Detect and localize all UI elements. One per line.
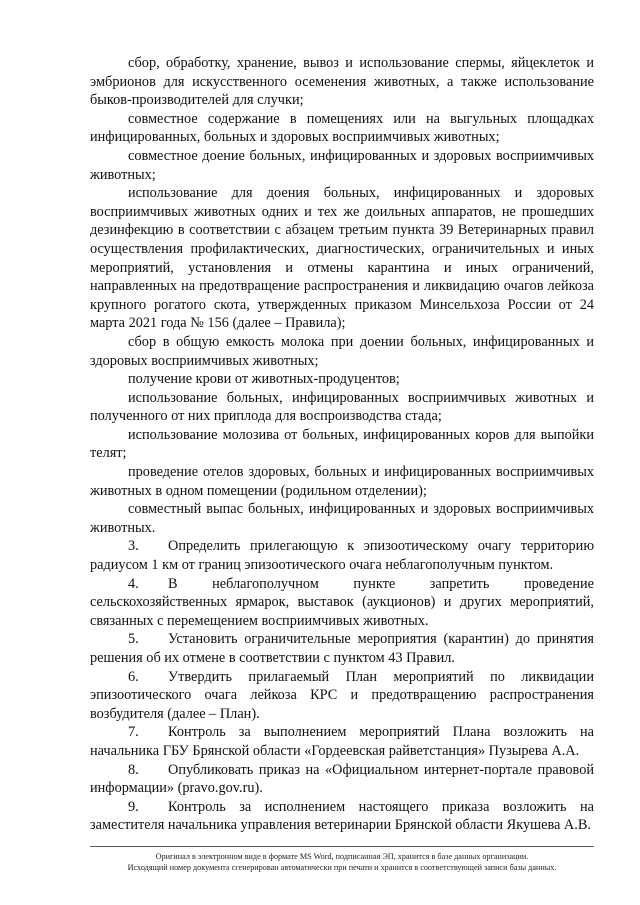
order-item-8 [90, 761, 594, 798]
document-footer [90, 846, 594, 873]
item-text: Определить прилегающую к эпизоотическому очагу территорию радиусом 1 км от границ эпизоотического очага неблагополучным пунктом. [90, 538, 594, 574]
order-item-7 [90, 723, 594, 760]
list-item: сбор, обработку, хранение, вывоз и использование спермы, яйцеклеток и эмбрионов для искусственного осеменения животных, а также использование быков-производителей для случки; [90, 55, 594, 109]
order-item-5 [90, 630, 594, 667]
list-item: использование для доения больных, инфицированных и здоровых восприимчивых животных одних и тех же доильных аппаратов, не прошедших дезинфекцию в соответствии с абзацем третьим пункта 39 Ветеринарных правил осуществления профилактических, диагностических, ограничительных и иных мероприятий, установления и отмены карантина и иных ограничений, направленных на предотвращение распространения и ликвидацию очагов лейкоза крупного рогатого скота, утвержденных приказом Минсельхоза России от 24 марта 2021 года № 156 (далее – Правила); [90, 185, 594, 332]
order-item-3 [90, 537, 594, 574]
item-text: Опубликовать приказ на «Официальном интернет-портале правовой информации» (pravo.gov.ru). [90, 761, 594, 797]
item-text: Утвердить прилагаемый План мероприятий по ликвидации эпизоотического очага лейкоза КРС и предотвращению распространения возбудителя (далее – План). [90, 668, 594, 722]
list-item: сбор в общую емкость молока при доении больных, инфицированных и здоровых восприимчивых животных; [90, 333, 594, 369]
list-item: совместное содержание в помещениях или на выгульных площадках инфицированных, больных и здоровых восприимчивых животных; [90, 110, 594, 146]
list-item: совместный выпас больных, инфицированных и здоровых восприимчивых животных. [90, 501, 594, 536]
list-item: использование молозива от больных, инфицированных коров для выпойки телят; [90, 426, 594, 462]
footer-note-original: Оригинал в электронном виде в формате MS Word, подписанная ЭП, хранится в базе данных организации. [155, 852, 529, 861]
item-number: 5. [128, 631, 139, 648]
order-item-4 [90, 575, 594, 631]
list-item: совместное доение больных, инфицированных и здоровых восприимчивых животных; [90, 147, 594, 183]
item-number: 3. [128, 538, 139, 555]
item-number: 9. [128, 798, 139, 815]
item-text: Контроль за исполнением настоящего приказа возложить на заместителя начальника управления ветеринарии Брянской области Якушева А.В. [90, 798, 594, 834]
item-text: Контроль за выполнением мероприятий Плана возложить на начальника ГБУ Брянской области «Гордеевская райветстанция» Пузырева А.А. [90, 724, 594, 759]
order-item-9 [90, 798, 594, 835]
item-number: 7. [128, 724, 139, 741]
item-text: Установить ограничительные мероприятия (карантин) до принятия решения об их отмене в соответствии с пунктом 43 Правил. [90, 631, 594, 666]
item-text: В неблагополучном пункте запретить проведение сельскохозяйственных ярмарок, выставок (аукционов) и других мероприятий, связанных с перемещением восприимчивых животных. [90, 575, 594, 629]
item-number: 8. [128, 761, 139, 778]
list-item: использование больных, инфицированных восприимчивых животных и полученного от них приплода для воспроизводства стада; [90, 389, 594, 425]
list-item: получение крови от животных-продуцентов; [128, 371, 400, 388]
item-number: 6. [128, 668, 139, 685]
list-item: проведение отелов здоровых, больных и инфицированных восприимчивых животных в одном помещении (родильном отделении); [90, 464, 594, 499]
document-body [90, 54, 594, 835]
item-number: 4. [128, 575, 139, 592]
order-item-6 [90, 668, 594, 724]
footer-note-number: Исходящий номер документа сгенерирован автоматически при печати и хранится в соответствующей записи базы данных. [127, 863, 557, 872]
